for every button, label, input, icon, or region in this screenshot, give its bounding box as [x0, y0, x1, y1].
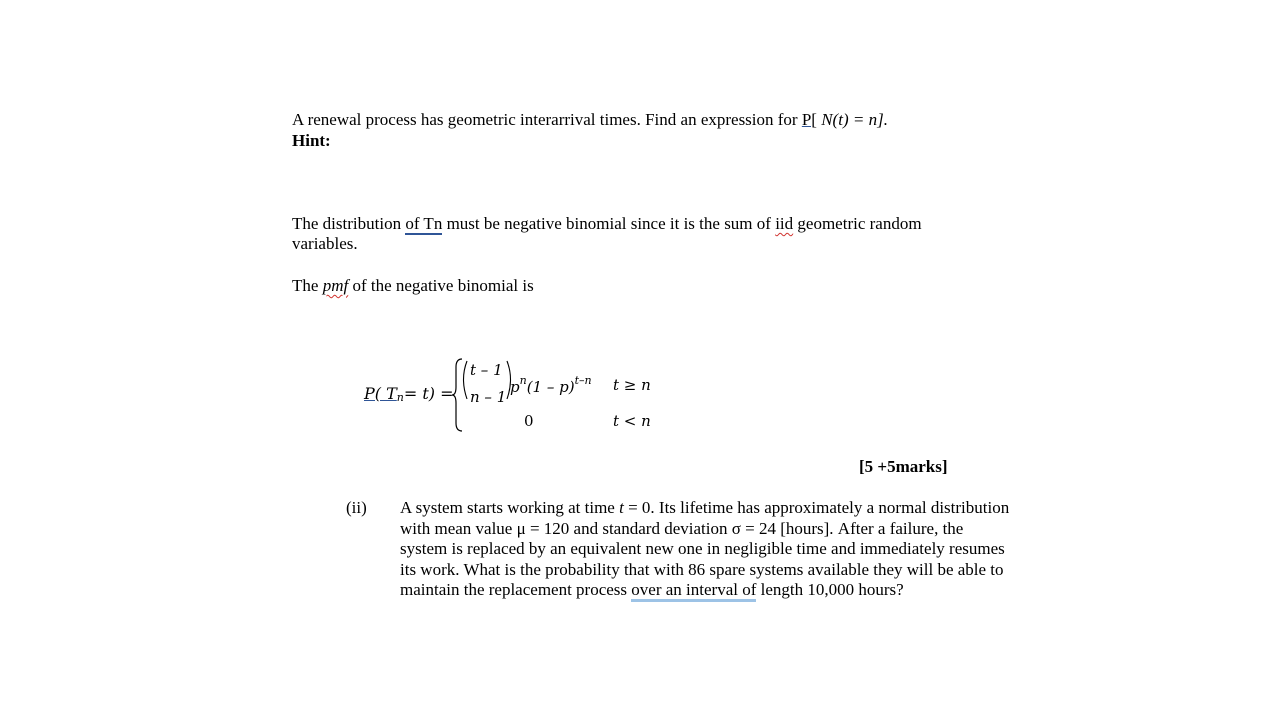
formula-lhs-rest: = t) = — [403, 384, 454, 403]
hint-label: Hint: — [292, 131, 331, 150]
paragraph-distribution-text-3: geometric random — [793, 214, 922, 233]
case2-condition: t < n — [613, 412, 651, 430]
interval-underlined: over an interval of — [631, 580, 756, 602]
term-p: p — [510, 378, 520, 396]
case1-condition: t ≥ n — [613, 376, 651, 394]
iid-misspelled: iid — [775, 214, 794, 233]
term-mid: (1 – p) — [526, 378, 575, 396]
part-ii-number: (ii) — [346, 498, 367, 517]
paragraph-pmf-text-2: of the negative binomial is — [348, 276, 534, 295]
paragraph-distribution-text-2: must be negative binomial since it is the sum of — [442, 214, 776, 233]
case2-value: 0 — [524, 412, 534, 430]
pmf-misspelled: pmf — [322, 276, 349, 295]
part-ii-text-2: = 0. Its lifetime has approximately a normal distribution with mean value μ = 120 and standard deviation σ = 24 [hours]. After a failure, the system is replaced by an equivalent new one in negligible time and immediately resumes its work. What is the probability that with 86 spare systems available they will be able to maintain the replacement process — [400, 498, 1010, 600]
binom-bottom: n – 1 — [470, 388, 507, 406]
formula-lhs-p: P( T — [364, 384, 397, 403]
part-ii-text — [400, 498, 1010, 601]
question-expr-rest: N(t) = n]. — [816, 110, 888, 129]
part-ii-t-var: t — [619, 498, 624, 517]
question-expr-p: P[ — [801, 110, 817, 129]
paragraph-distribution — [292, 214, 922, 234]
part-ii-text-1: A system starts working at time — [400, 498, 620, 517]
term-exp: t–n — [574, 374, 592, 387]
term-p-exp: n — [519, 374, 527, 387]
paragraph-pmf-text-1: The — [292, 276, 323, 295]
curly-brace-icon — [452, 359, 462, 431]
paragraph-distribution-text-1: The distribution — [292, 214, 406, 233]
part-ii-text-3: length 10,000 hours? — [756, 580, 904, 600]
of-tn-underlined: of Tn — [405, 214, 443, 233]
paragraph-pmf — [292, 276, 534, 296]
marks-label: [5 +5marks] — [859, 457, 948, 476]
binom-left-paren-icon — [464, 361, 468, 399]
question-intro: A renewal process has geometric interarrival times. Find an expression for — [292, 110, 802, 129]
binom-top: t – 1 — [470, 361, 503, 379]
formula-lhs — [364, 384, 454, 404]
paragraph-distribution-line2: variables. — [292, 234, 358, 253]
formula-lhs-sub: n — [396, 391, 404, 404]
question-line — [292, 110, 888, 130]
formula-term — [510, 374, 592, 396]
pmf-formula — [364, 355, 684, 440]
